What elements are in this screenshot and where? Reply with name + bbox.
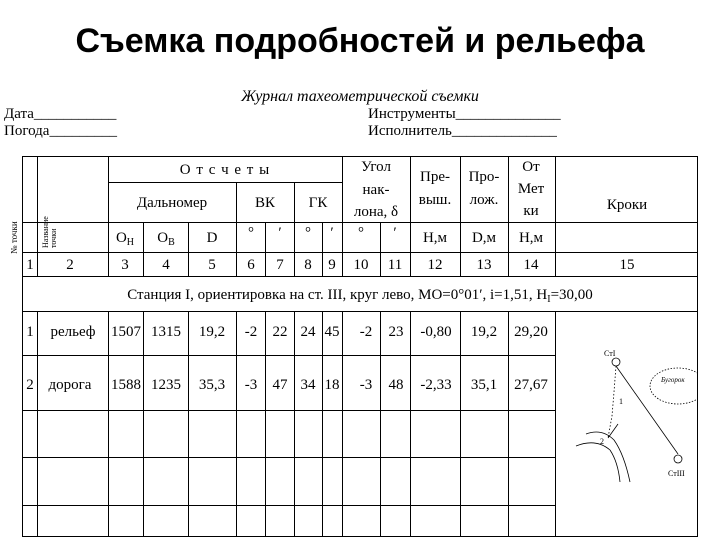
header-min-2: ′ [330, 225, 334, 241]
slide-title: Съемка подробностей и рельефа [75, 22, 645, 60]
cell-name: рельеф [50, 324, 96, 340]
cell-d: 19,2 [198, 324, 226, 340]
cell-vk-deg: -2 [244, 324, 258, 340]
header-marks-2: Мет [517, 181, 545, 197]
cell-mark: 27,67 [514, 377, 548, 393]
header-min-3: ′ [393, 225, 397, 241]
cell-h: -0,80 [420, 324, 452, 340]
station-2-mark [612, 358, 620, 366]
header-gk: ГК [308, 195, 328, 211]
col-number: 14 [523, 257, 539, 273]
col-number: 9 [328, 257, 336, 273]
sketch-label-pt1: 1 [619, 397, 623, 406]
col-number: 15 [619, 257, 635, 273]
col-number: 6 [247, 257, 255, 273]
header-deg-1: ° [248, 225, 254, 241]
cell-gk-deg: 34 [300, 377, 316, 393]
col-number: 11 [387, 257, 403, 273]
cell-no: 2 [26, 377, 34, 393]
header-ov: $О_В$ [157, 230, 175, 248]
header-vk: ВК [254, 195, 276, 211]
cell-dist: 19,2 [470, 324, 498, 340]
cell-name: дорога [48, 377, 92, 393]
header-rangefinder: Дальномер [136, 195, 208, 211]
cell-gk-min: 45 [324, 324, 340, 340]
header-angle-1: Угол [361, 159, 391, 175]
cell-no: 1 [26, 324, 34, 340]
header-proj-2: лож. [469, 192, 499, 208]
col-number: 12 [427, 257, 443, 273]
cell-on: 1588 [111, 377, 141, 393]
cell-dist: 35,1 [470, 377, 498, 393]
cell-on: 1507 [111, 324, 141, 340]
cell-gk-deg: 24 [300, 324, 316, 340]
sketch-road-edge [586, 432, 630, 482]
cell-vk-min: 22 [272, 324, 288, 340]
cell-angle-deg: -2 [359, 324, 373, 340]
header-readings: О т с ч е т ы [179, 162, 271, 178]
sketch-label-pt2: 2 [600, 437, 604, 446]
sketch-label-station-2: СтI [604, 349, 616, 358]
header-marks-3: ки [523, 203, 539, 219]
cell-d: 35,3 [198, 377, 226, 393]
col-number: 10 [353, 257, 369, 273]
header-proj-1: Про- [468, 169, 500, 185]
col-number: 7 [276, 257, 284, 273]
sketch-diagram [556, 312, 697, 536]
header-angle-3: лона, δ [353, 204, 399, 220]
date-field: Дата___________ [4, 106, 117, 122]
header-h: Н,м [422, 230, 448, 246]
header-min-1: ′ [278, 225, 282, 241]
header-deg-2: ° [305, 225, 311, 241]
instruments-field: Инструменты______________ [368, 106, 561, 122]
cell-h: -2,33 [420, 377, 452, 393]
sketch-road-edge [576, 443, 620, 482]
col-number: 8 [304, 257, 312, 273]
header-exceed-2: выш. [418, 192, 452, 208]
col-number: 5 [208, 257, 216, 273]
sketch-label-station-3: СтIII [668, 469, 685, 478]
cell-mark: 29,20 [514, 324, 548, 340]
cell-ov: 1235 [151, 377, 181, 393]
sketch-label-hill: Бугорок [661, 376, 685, 384]
header-marks-1: От [522, 159, 540, 175]
col-number: 4 [162, 257, 170, 273]
header-point-name: Название точки [41, 216, 58, 248]
cell-angle-deg: -3 [359, 377, 373, 393]
header-on: $О_Н$ [115, 230, 135, 248]
header-point-no: № точки [9, 221, 19, 254]
header-mark-h: Н,м [518, 230, 544, 246]
sketch-dotted-line [608, 366, 616, 438]
col-number: 3 [121, 257, 129, 273]
col-number: 2 [66, 257, 74, 273]
cell-angle-min: 48 [388, 377, 404, 393]
cell-ov: 1315 [151, 324, 181, 340]
cell-vk-min: 47 [272, 377, 288, 393]
cell-angle-min: 23 [388, 324, 404, 340]
cell-gk-min: 18 [324, 377, 340, 393]
header-angle-2: нак- [362, 182, 390, 198]
header-sketches: Кроки [606, 197, 648, 213]
journal-title: Журнал тахеометрической съемки [241, 88, 479, 105]
weather-field: Погода_________ [4, 123, 117, 139]
header-deg-3: ° [358, 225, 364, 241]
header-dist: D,м [471, 230, 497, 246]
header-exceed-1: Пре- [420, 169, 450, 185]
sketch-hill [650, 368, 697, 404]
header-d: D [206, 230, 218, 246]
col-number: 13 [476, 257, 492, 273]
station-info: Станция I, ориентировка на ст. III, круг лево, МО=0°01′, i=1,51, $Н_I=30,00$ [127, 287, 593, 305]
station-3-mark [674, 455, 682, 463]
cell-vk-deg: -3 [244, 377, 258, 393]
executor-field: Исполнитель______________ [368, 123, 557, 139]
col-number: 1 [26, 257, 34, 273]
